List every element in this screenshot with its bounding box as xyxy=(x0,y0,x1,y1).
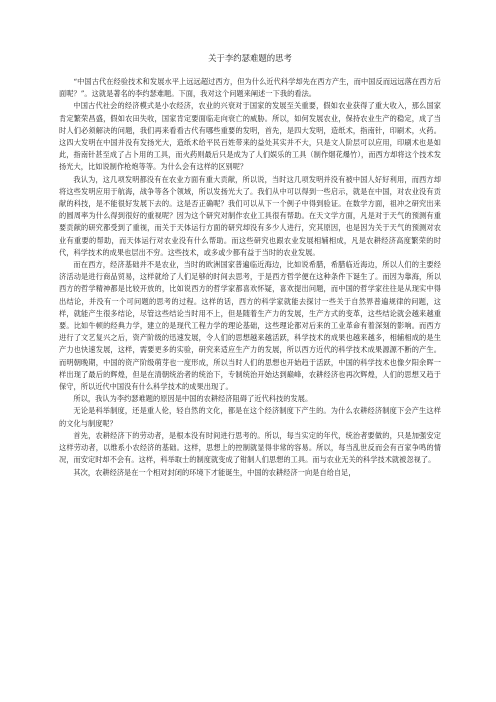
paragraph-5: 所以，我认为李约瑟难题的原因是中国的农耕经济阻碍了近代科技的发展。 xyxy=(73,394,313,404)
paragraph-8: 其次，农耕经济是在一个相对封闭的环境下才能诞生，中国的农耕经济一向是自给自足， xyxy=(73,467,356,477)
paragraph-7: 首先，农耕经济下的劳动者，是根本没有时间进行思考的。所以，每当实定的年代，统治者要做的，只是加强安定这样劳动者，以维系小农经济的基础。这样，思想上的控制就显得非常的容易。所以，每当乱世反而会有百家争鸣的情况，而安定时却不会有。这样，科举取士的制度就变成了钳制人们思想的工具。而与农业无关的科学技术就被忽视了。 xyxy=(59,430,441,465)
document-title: 关于李约瑟难题的思考 xyxy=(208,53,292,63)
paragraph-6: 无论是科举制度，还是重人伦，轻自然的文化，都是在这个经济制度下产生的。为什么农耕经济制度下会产生这样的文化与制度呢？ xyxy=(59,406,441,428)
paragraph-2: 中国古代社会的经济模式是小农经济，农业的兴衰对于国家的发展至关重要，假如农业获得了重大收入，那么国家肯定繁荣昌盛，假如农田失收，国家肯定要面临走向衰亡的威胁。所以，如何发展农业，保持农业生产的稳定，成了当时人们必须解决的问题，我们再来看看古代有哪些重要的发明，首先，是四大发明，造纸术，指南针，印刷术，火药。这四大发明在中国并没有发扬光大，造纸术给平民百姓带来的益处其实并不大，只是文人阶层可以应用，印刷术也是如此，指南针甚至成了占卜用的工具，而火药则最后只是成为了人们娱乐的工具（制作烟花爆竹），而西方却将这个技术发扬光大，比如说制作枪炮等等。为什么会有这样的区别呢？ xyxy=(59,101,441,172)
paragraph-1: “中国古代在经验技术和发展水平上远远超过西方，但为什么近代科学却先在西方产生，而中国反而远远落在西方后面呢？”。这就是著名的李约瑟难题。下面，我对这个问题来阐述一下我的看法。 xyxy=(59,77,441,99)
paragraph-3: 我认为，这几项发明都没有在农业方面有重大贡献，所以说，当时这几项发明并没有被中国人好好利用，而西方却将这些发明应用于航海，战争等各个领域，所以发扬光大了。我们从中可以得到一些启示，就是在中国，对农业没有贡献的科技，是不能很好发展下去的。这是否正确呢？我们可以从下一个例子中得到验证。在数学方面，祖冲之研究出来的圆周率为什么得到很好的重视呢？因为这个研究对制作农业工具很有帮助。在天文学方面，凡是对于天气的预测有重要贡献的研究都受到了重视，而关于天体运行方面的研究却没有多少人进行，究其原因，也是因为关于天气的预测对农业有重要的帮助，而天体运行对农业没有什么帮助。而这些研究也跟农业发展相辅相成，凡是农耕经济高度繁荣的时代，科学技术的成果也层出不穷。这些技术，或多或少都有益于当时的农业发展。 xyxy=(59,174,441,257)
paragraph-4: 而在西方，经济基础并不是农业，当时的欧洲国家普遍临近海边，比如说希腊，希腊临近海边，所以人们的主要经济活动是进行商品贸易，这样就给了人们足够的时间去思考，于是西方哲学便在这种条件下诞生了。而因为靠海，所以西方的哲学精神都是比较开放的，比如说西方的哲学家都喜欢怀疑，喜欢提出问题，而中国的哲学家往往是从现实中得出结论，并没有一个可问题的思考的过程。这样的话，西方的科学家就能去探讨一些关于自然界普遍规律的问题，这样，就能产生很多结论，尽管这些结论当时用不上，但是随着生产力的发展，生产方式的变革，这些结论就会越来越重要。比如牛顿的经典力学，建立的是现代工程力学的理论基础，这些理论都对后来的工业革命有着深刻的影响。而西方进行了文艺复兴之后，资产阶级的迅速发展，令人们的思想越来越活跃，科学技术的成果也越来越多，相辅相成的是生产力也快速发展，这样，需要更多的实验，研究来适应生产力的发展，所以西方近代的科学技术成果源源不断的产生。而明朝晚期，中国的资产阶级萌芽也一度形成，所以当时人们的思想也开始趋于活跃，中国的科学技术也像夕阳余晖一样出现了最后的辉煌，但是在清朝统治者的统治下，专制统治开始达到巅峰，农耕经济也再次辉煌，人们的思想又趋于保守，所以近代中国没有什么科学技术的成果出现了。 xyxy=(59,260,441,392)
